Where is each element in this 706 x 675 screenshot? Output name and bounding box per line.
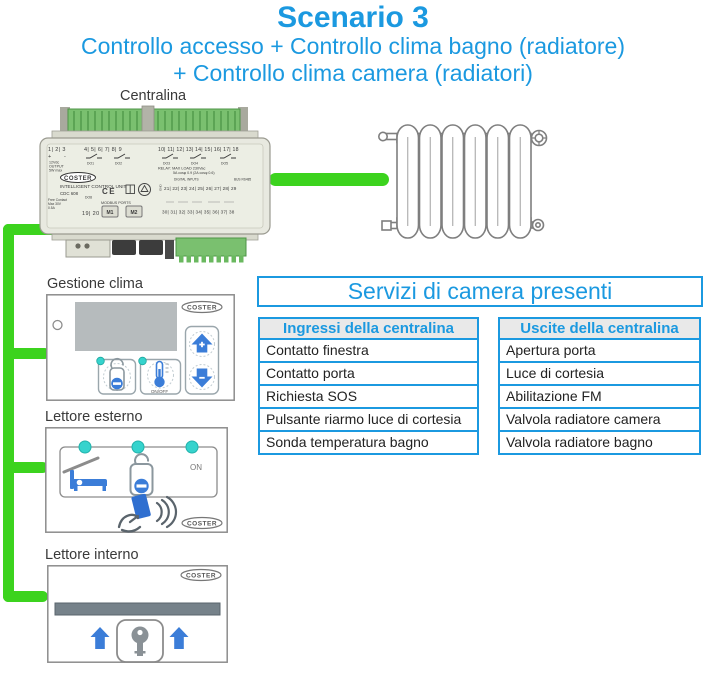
table-row: Apertura porta <box>498 338 701 363</box>
gnd-label: GND <box>158 184 163 191</box>
radiator <box>376 118 548 245</box>
bus-vertical-line <box>3 224 14 602</box>
page-subtitle-line1: Controllo accesso + Controllo clima bagno (radiatore) <box>81 33 625 59</box>
dnd-led <box>97 357 105 365</box>
gestione-clima-label: Gestione clima <box>47 276 143 292</box>
minus-mark: - <box>64 154 66 160</box>
setpoint-arrows-panel <box>186 327 219 395</box>
table-row: Contatto finestra <box>258 338 479 363</box>
climate-onoff-button <box>139 357 181 394</box>
page-subtitle-line2: + Controllo clima camera (radiatori) <box>173 60 533 86</box>
free-contact-1: Free Contact <box>48 198 68 202</box>
din-bottom-connectors <box>66 238 246 259</box>
dnd-led <box>132 441 144 453</box>
climate-led <box>139 357 147 365</box>
relay-note-1: RELAY: MAX LOAD 230Vac <box>158 166 206 171</box>
lettore-esterno-device <box>45 427 228 533</box>
radiator-sections <box>397 125 531 238</box>
svg-text:COSTER: COSTER <box>186 304 218 312</box>
gestione-clima-device <box>46 294 235 401</box>
model-code: CDC 608 <box>60 191 79 196</box>
out-output: OUTPUT <box>49 164 64 169</box>
dnd-button <box>97 357 136 394</box>
table-row: Sonda temperatura bagno <box>258 430 479 455</box>
ingressi-table <box>258 317 479 455</box>
onoff-label: ON/OFF <box>150 389 169 394</box>
out-12vdc: 12Vdc <box>49 160 60 165</box>
key-card-icon <box>117 620 163 662</box>
table-row: Richiesta SOS <box>258 384 479 409</box>
uscite-table <box>498 317 701 455</box>
modbus-ports-label: MODBUS PORTS <box>101 201 131 205</box>
bus-branch-gestione <box>3 348 50 359</box>
do2-label: DO2 <box>115 161 122 166</box>
services-title-box: Servizi di camera presenti <box>257 276 703 307</box>
lcd-display <box>75 302 177 351</box>
digital-inputs-label: DIGITAL INPUTS <box>174 177 199 182</box>
table-row: Pulsante riarmo luce di cortesia <box>258 407 479 432</box>
m1-label: M1 <box>106 209 114 216</box>
ce-mark: CE <box>102 187 117 196</box>
table-row: Valvola radiatore camera <box>498 407 701 432</box>
status-led <box>53 321 62 330</box>
bus-branch-esterno <box>3 462 48 473</box>
m2-label: M2 <box>130 209 138 216</box>
lettore-interno-label: Lettore interno <box>45 547 139 563</box>
plus-mark: + <box>48 154 52 160</box>
coster-logo-text: COSTER <box>63 175 93 182</box>
coster-logo <box>182 302 222 313</box>
radiator-valve-knob <box>532 131 547 146</box>
terminals-30-38: 30| 31| 32| 33| 34| 35| 36| 37| 38 <box>162 209 235 215</box>
free-contact-3: 0.5A <box>48 206 55 210</box>
table-row: Luce di cortesia <box>498 361 701 386</box>
page-title: Scenario 3 <box>277 1 429 34</box>
table-row: Abilitazione FM <box>498 384 701 409</box>
ingressi-header: Ingressi della centralina <box>258 317 479 340</box>
on-label: ON <box>190 463 202 472</box>
card-slot <box>55 603 220 615</box>
terminals-21-29: 21| 22| 23| 24| 25| 26| 27| 28| 29 <box>164 186 237 191</box>
centralina-device <box>38 105 272 263</box>
bus-rs485-label: BUS RS485 <box>234 177 252 182</box>
table-row: Contatto porta <box>258 361 479 386</box>
uscite-header: Uscite della centralina <box>498 317 701 340</box>
on-led <box>186 441 198 453</box>
lettore-esterno-label: Lettore esterno <box>45 409 143 425</box>
svg-text:COSTER: COSTER <box>185 572 217 580</box>
coster-logo <box>182 518 222 529</box>
terminals-19-20: 19| 20 <box>82 211 100 217</box>
terminals-10-18: 10| 11| 12| 13| 14| 15| 16| 17| 18 <box>158 147 239 153</box>
free-contact-2: Max 30V <box>48 202 62 206</box>
centralina-label: Centralina <box>120 88 187 104</box>
radiator-drain-cap <box>533 220 544 231</box>
table-row: Valvola radiatore bagno <box>498 430 701 455</box>
bus-branch-interno <box>3 591 48 602</box>
lettore-interno-device <box>47 565 228 663</box>
svg-text:COSTER: COSTER <box>186 520 218 528</box>
presence-led <box>79 441 91 453</box>
do4-label: DO4 <box>191 161 198 166</box>
do3-label: DO3 <box>163 161 170 166</box>
out-5wmax: 5W max <box>49 168 63 173</box>
unit-name: INTELLIGENT CONTROL UNIT <box>60 184 127 189</box>
link-centralina-radiator <box>269 173 389 186</box>
do5-label: DO5 <box>221 161 228 166</box>
do8-label: DO8 <box>85 195 92 200</box>
terminals-1-3: 1| 2| 3 <box>48 147 66 153</box>
do1-label: DO1 <box>87 161 94 166</box>
coster-logo <box>181 570 221 581</box>
relay-note-2: 5A cosφ 0.9 (2A cosφ 0.6) <box>173 171 215 175</box>
terminals-4-9: 4| 5| 6| 7| 8| 9 <box>84 147 122 153</box>
